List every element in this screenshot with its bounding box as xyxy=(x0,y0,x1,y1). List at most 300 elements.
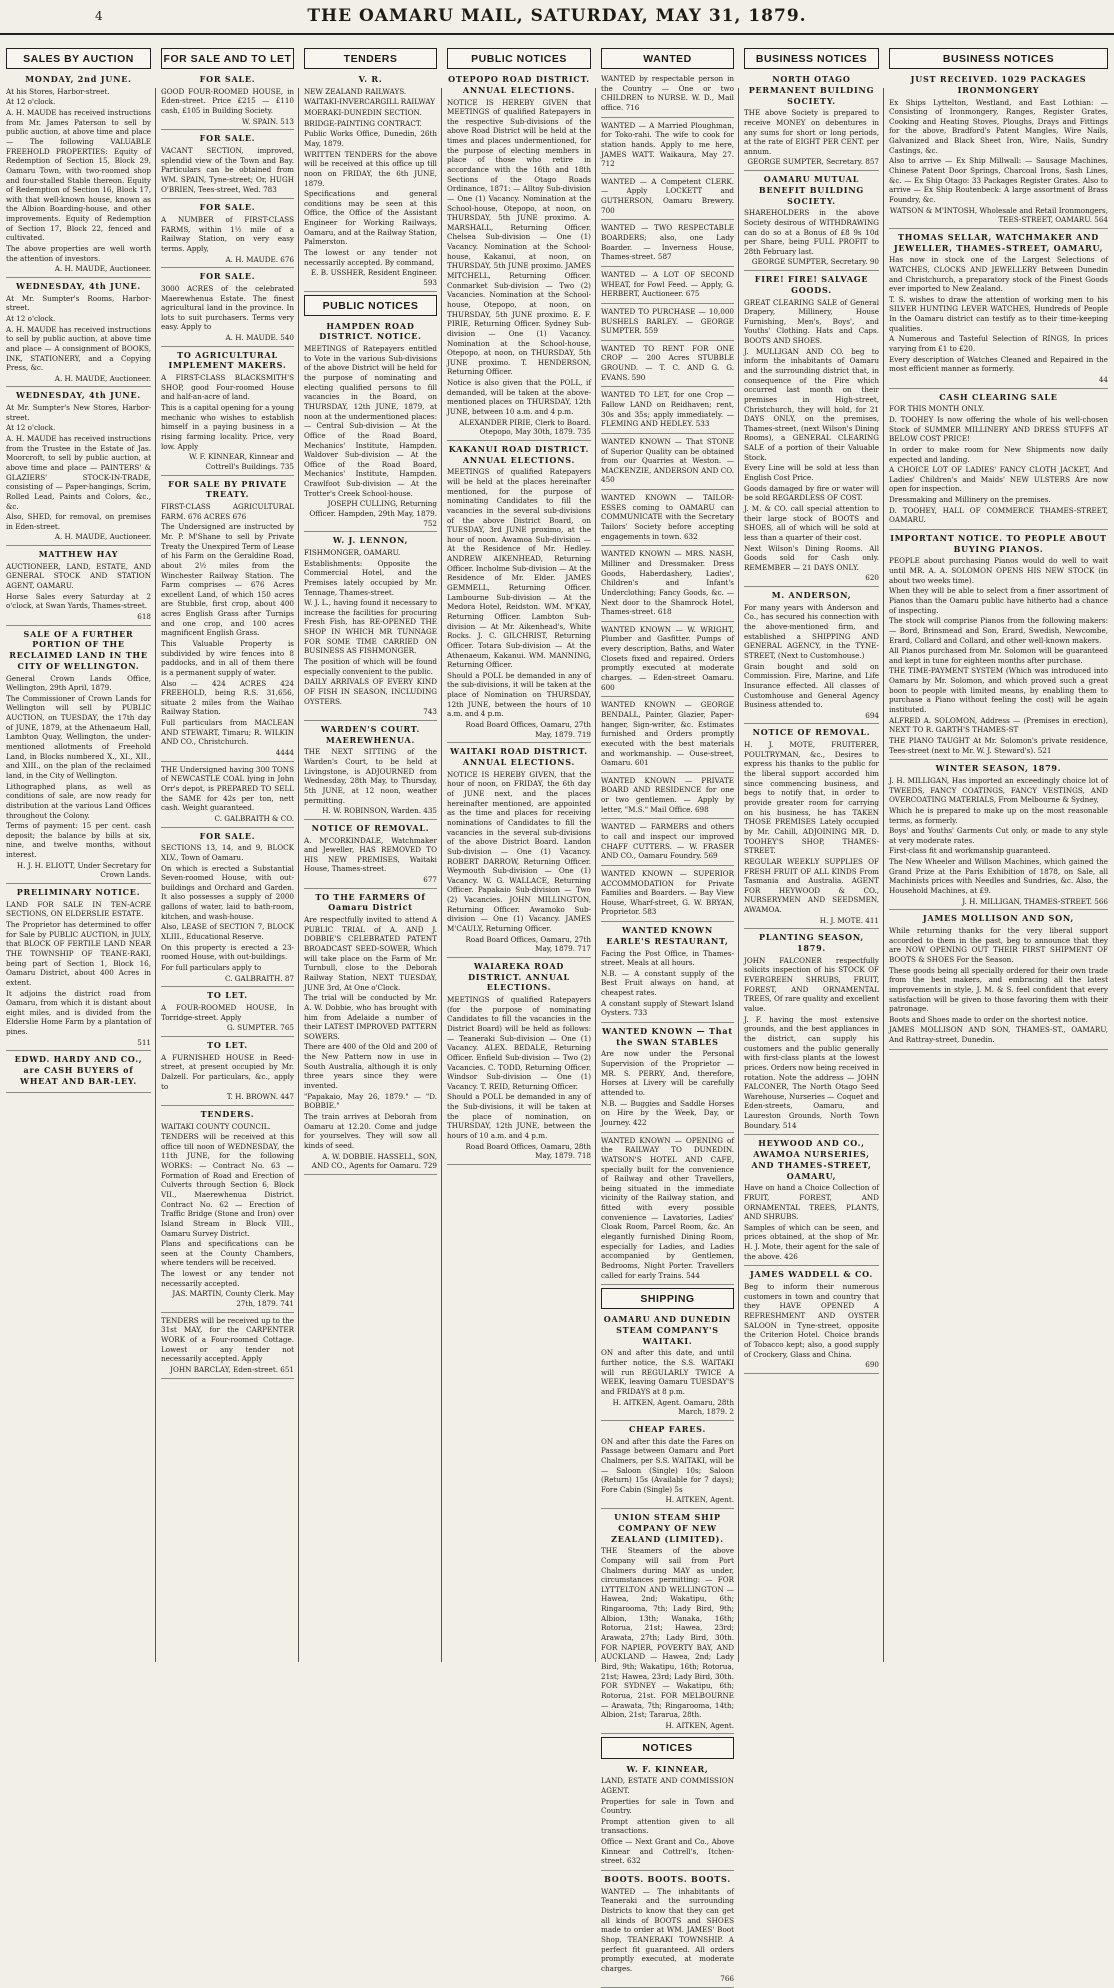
section-heading: WANTED xyxy=(601,48,734,69)
ad-text: J. F. having the most extensive grounds, and the best appliances in the district, can supply his customers and the public generally with first-class plants at the lowest prices. Orders now being received in rotation. Note the address — JOHN FALCONER, The North Otago Seed Warehouse, Nurseries — Coquet and Eden-streets, Oamaru, and Laureston Grounds, North Town Boundary. 514 xyxy=(744,1014,879,1130)
ad-text: BRIDGE-PAINTING CONTRACT. xyxy=(304,118,422,128)
ad-text: For many years with Anderson and Co., has secured his connection with the above-mentioned firm, and established a SHIPPING AND GENERAL AGENCY, in the TYNE-STREET, (Next to Customhouse.) xyxy=(744,602,879,660)
advertisement xyxy=(447,444,591,743)
advertisement xyxy=(744,1138,879,1266)
ad-signature: H. W. ROBINSON, Warden. 435 xyxy=(322,806,437,816)
ad-text: WANTED KNOWN — W. WRIGHT, Plumber and Gasfitter. Pumps of every description, Baths, and Water Closets fixed and repaired. Orders promptly executed at moderate charges. — Eden-street Oamaru. 600 xyxy=(601,624,734,692)
column-rule xyxy=(595,88,596,1662)
ad-signature: T. H. BROWN. 447 xyxy=(226,1092,294,1102)
ad-text: The Proprietor has determined to offer for Sale by PUBLIC AUCTION, in JULY, that BLOCK OF FERTILE LAND NEAR THE TOWNSHIP OF TEANE-RAKI, being part of Section 1, Block 16, Oamaru District, about 400 Acres in extent. xyxy=(6,920,151,987)
ad-signature: W. F. KINNEAR, Kinnear and Cottrell's Buildings. 735 xyxy=(188,452,294,471)
ad-signature: H. J. H. ELIOTT, Under Secretary for Crown Lands. xyxy=(16,860,151,880)
ad-title: W. J. LENNON, xyxy=(332,535,409,546)
ad-text: THE above Society is prepared to receive MONEY on debentures in any sums for short or long periods, at the rate of EIGHT PER CENT. per annum. xyxy=(744,108,879,156)
ad-text: Notice is also given that the POLL, if demanded, will be taken at the above-mentioned places on THURSDAY, 12th JUNE, between 10 a.m. and 4 p.m. xyxy=(447,378,591,416)
column-wanted xyxy=(597,48,738,1984)
section-heading: FOR SALE AND TO LET xyxy=(161,48,294,69)
ad-signature: WATSON & M'INTOSH, Wholesale and Retail Ironmongers, TEES-STREET, OAMARU. 564 xyxy=(889,205,1108,225)
ad-title: TO LET. xyxy=(207,990,248,1001)
advertisement xyxy=(601,1424,734,1509)
ad-title: WANTED KNOWN — That the SWAN STABLES xyxy=(602,1026,733,1047)
ad-text: The stock will comprise Pianos from the following makers: — Bord, Brinsmead and Son, Erard, Swedish, Newcombe, Erard, Collard and Collard, and other well-known makers. xyxy=(889,616,1108,645)
ad-title: TO THE FARMERS Of Oamaru District xyxy=(315,891,426,913)
column-content xyxy=(157,48,298,1379)
advertisement xyxy=(601,925,734,1023)
advertisement xyxy=(161,350,294,476)
ad-text: A. H. MAUDE has received instructions to sell by public auction, at above time and place — A consignment of BOOKS, INK, STATIONERY, and a Copying Press, &c. xyxy=(6,324,151,373)
ad-signature: H. AITKEN, Agent. Oamaru, 28th March, 1879. 2 xyxy=(612,1397,734,1417)
ad-text: Plans and specifications can be seen at the County Chambers, where tenders will be received. xyxy=(161,1239,294,1268)
newspaper-title: THE OAMARU MAIL, SATURDAY, MAY 31, 1879. xyxy=(307,6,807,26)
ad-text: J. H. MILLIGAN, Has imported an exceedingly choice lot of TWEEDS, FANCY COATINGS, FANCY VESTINGS, AND OVERCOATING MATERIALS, From Melbourne & Sydney, xyxy=(889,775,1108,805)
advertisement xyxy=(6,281,151,387)
ad-signature: 690 xyxy=(865,1360,879,1370)
advertisement xyxy=(601,869,734,922)
ad-title: MATTHEW HAY xyxy=(38,549,119,560)
ad-text: At Mr. Sumpter's New Stores, Harbor-street. xyxy=(6,403,151,422)
advertisement xyxy=(889,74,1108,229)
ad-text: A CHOICE LOT OF LADIES' FANCY CLOTH JACKET, And Ladies' Children's and Maids' NEW ULSTERS Are now open for inspection. xyxy=(889,465,1108,494)
ad-title: JUST RECEIVED. 1029 PACKAGES IRONMONGERY xyxy=(910,74,1087,95)
ad-text: AUCTIONEER, LAND, ESTATE, AND GENERAL STOCK AND STATION AGENT, OAMARU. xyxy=(6,561,151,591)
advertisement xyxy=(744,274,879,587)
ad-text: J. M. & CO. call special attention to their large stock of BOOTS and SHOES, all of which will be sold at less than a quarter of their cost. xyxy=(744,503,879,542)
column-for-sale-to-let xyxy=(157,48,298,1664)
ad-text: REGULAR WEEKLY SUPPLIES OF FRESH FRUIT OF ALL KINDS From Tasmania and Australia. AGENT FOR HEYWOOD & CO., NURSERYMEN AND SEEDSMEN, AWAMOA. xyxy=(744,856,879,915)
ad-text: WANTED KNOWN — SUPERIOR ACCOMMODATION for Private Families and Boarders. — Bay View House, Wharf-street, G. W. BRYAN, Proprietor. 583 xyxy=(601,868,734,917)
advertisement xyxy=(889,763,1108,910)
ad-text: THE TIME-PAYMENT SYSTEM (Which was introduced into Oamaru by Mr. Solomon, and which proved such a great boon to people with limited means, by enabling them to purchase a Piano without feeling the cost) will be again instituted. xyxy=(889,666,1108,715)
ad-text: Every description of Watches Cleaned and Repaired in the most efficient manner as formerly. xyxy=(889,354,1108,374)
column-rule xyxy=(155,88,156,1662)
ad-text: All Pianos purchased from Mr. Solomon will be guaranteed and kept in tune for eighteen months after purchase. xyxy=(889,646,1108,665)
ad-signature: 694 xyxy=(865,710,879,720)
ad-text: N.B. — A constant supply of the Best Fruit always on hand, at cheapest rates. xyxy=(601,968,734,998)
ad-text: WANTED KNOWN — TAILOR-ESSES coming to OAMARU can COMMUNICATE with the Secretary Tailors' Society before accepting engagements in town. 632 xyxy=(601,493,734,541)
ad-title: JAMES WADDELL & CO. xyxy=(749,1269,874,1280)
column-content xyxy=(300,48,441,1175)
ad-title: M. ANDERSON, xyxy=(771,590,852,601)
ad-signature: A. H. MAUDE. 540 xyxy=(225,333,294,343)
ad-text: A FURNISHED HOUSE in Reed-street, at present occupied by Mr. Dalzell. For particulars, &c., apply to xyxy=(161,1052,294,1091)
ad-signature: W. SPAIN. 513 xyxy=(242,116,294,126)
section-heading: TENDERS xyxy=(304,48,437,69)
ad-text: NOTICE IS HEREBY GIVEN, that the hour of noon, on FRIDAY, the 6th day of JUNE next, and the places hereinafter mentioned, are appointed as the time and places for receiving nominations of Candidates to fill the vacancies in the several sub-divisions of the above District Board. Landon Sub-division — One (1) Vacancy. ROBERT DARROW, Returning Officer. Weymouth Sub-division — One (1) Vacancy. W. G. WALLACE, Returning Officer. Papakaio Sub-division — Two (2) Vacancies. JOHN MILLINGTON, Returning Officer. Awamoko Sub-division — One (1) Vacancy. JAMES M'CAULY, Returning Officer. xyxy=(447,769,591,933)
ad-text: Establishments: Opposite the Commercial Hotel, and the Premises lately occupied by Mr. Tennage, Thames-street. xyxy=(304,558,437,597)
ad-text: WANTED KNOWN — MRS. NASH, Milliner and Dressmaker. Dress Goods, Haberdashery, Ladies', Children's and Infant's Underclothing; Fancy Goods, &c. — Next door to the Shamrock Hotel, Thames-street. 618 xyxy=(601,549,734,617)
ad-text: MEETINGS of qualified Ratepayers (for the purpose of nominating Candidates to fill the vacancies in the District Board) will be held as follows: — Teaneraki Sub-division — One (1) Vacancy. ALEX. BEDALE, Returning Officer. Enfield Sub-division — Two (2) Vacancies. C. TODD, Returning Officer. Windsor Sub-division — One (1) Vacancy. T. REID, Returning Officer. xyxy=(447,995,591,1091)
ad-text: Full particulars from MACLEAN AND STEWART, Timaru; R. WILKIN AND CO., Christchurch. xyxy=(161,718,294,747)
advertisement xyxy=(304,724,437,820)
column-rule xyxy=(298,88,299,1662)
ad-title: CHEAP FARES. xyxy=(628,1423,707,1434)
ad-signature: 618 xyxy=(137,612,151,622)
advertisement xyxy=(744,1269,879,1373)
ad-text: This Valuable Property is subdivided by wire fences into 8 paddocks, and in all of them there is a permanent supply of water. xyxy=(161,639,294,677)
ad-title: OAMARU MUTUAL BENEFIT BUILDING SOCIETY. xyxy=(758,174,865,206)
section-heading: PUBLIC NOTICES xyxy=(304,295,437,316)
advertisement xyxy=(889,392,1108,530)
ad-title: CASH CLEARING SALE xyxy=(939,391,1058,402)
column-rule xyxy=(738,88,739,1662)
ad-signature: G. SUMPTER. 765 xyxy=(227,1023,294,1033)
advertisement xyxy=(601,223,734,267)
ad-text: SHAREHOLDERS in the above Society desirous of WITHDRAWING can do so at a Bonus of £8 9s 10d per Share, being FULL PROFIT to 28th February last. xyxy=(744,208,879,256)
ad-title: FOR SALE. xyxy=(199,202,256,213)
ad-signature: H. J. MOTE. 411 xyxy=(819,915,879,925)
ad-text: A Numerous and Tasteful Selection of RINGS, In prices varying from £1 to £20. xyxy=(889,334,1108,354)
ad-title: NORTH OTAGO PERMANENT BUILDING SOCIETY. xyxy=(748,74,875,106)
advertisement xyxy=(601,74,734,118)
advertisement xyxy=(304,823,437,889)
section-heading: SALES BY AUCTION xyxy=(6,48,151,69)
ad-signature: C. GALBRAITH & CO. xyxy=(214,813,294,823)
ad-signature: 766 xyxy=(720,1974,734,1984)
advertisement xyxy=(744,727,879,929)
advertisement xyxy=(889,533,1108,760)
ad-text: Are respectfully invited to attend A PUBLIC TRIAL of A. AND J. DOBBIE'S CELEBRATED PATENT BROADCAST SEED-SOWER, Which will take place on the Farm of Mr. Turnbull, close to the Deborah Railway Station, NEXT TUESDAY, JUNE 3rd, At One o'Clock. xyxy=(304,915,437,992)
ad-text: Office — Next Grant and Co., Above Kinnear and Cottrell's, Itchen-street. 632 xyxy=(601,1837,734,1866)
ad-text: Samples of which can be seen, and prices obtained, at the shop of Mr. H. J. Mote, their agent for the sale of the above. 426 xyxy=(744,1222,879,1261)
ad-title: FOR SALE BY PRIVATE TREATY. xyxy=(168,478,287,500)
column-content xyxy=(885,48,1112,1050)
ad-text: WRITTEN TENDERS for the above will be received at this office up till noon on FRIDAY, the 6th JUNE, 1879. xyxy=(304,149,437,188)
advertisement xyxy=(161,1316,294,1379)
ad-title: SALE OF A FURTHER PORTION OF THE RECLAIMED LAND IN THE CITY OF WELLINGTON. xyxy=(9,628,148,671)
advertisement xyxy=(601,177,734,221)
ad-title: EDWD. HARDY AND CO., are CASH BUYERS of WHEAT AND BAR-LEY. xyxy=(14,1054,143,1086)
ad-text: ON and after this date the Fares on Passage between Oamaru and Port Chalmers, per S.S. WAITAKI, will be — Saloon (Single) 10s; Saloon (Return) 15s (Available for 7 days); Fore Cabin (Single) 5s xyxy=(601,1436,734,1494)
section-heading: BUSINESS NOTICES xyxy=(889,48,1108,69)
ad-text: The lowest or any tender not necessarily accepted. By command, xyxy=(304,248,437,267)
ad-text: THE Undersigned having 300 TONS of NEWCASTLE COAL lying in John Orr's depot, is PREPARED TO SELL the SAME for 42s per ton, nett cash. Weight guaranteed. xyxy=(161,764,294,813)
ad-text: J. MULLIGAN AND CO. beg to inform the inhabitants of Oamaru and the surrounding district that, in consequence of the Fire which occurred last month on their premises in High-street, Christchurch, they will hold, for 21 DAYS ONLY, on the premises, Thames-street, (next Wilson's Dining Rooms), a GENERAL CLEARING SALE of a portion of their Valuable Stock. xyxy=(744,346,879,462)
ad-text: First-class fit and workmanship guaranteed. xyxy=(889,846,1051,856)
ad-text: In order to make room for New Shipments now daily expected and landing. xyxy=(889,444,1108,464)
ad-signature: A. H. MAUDE, Auctioneer. xyxy=(54,264,151,274)
ad-signature: 44 xyxy=(1098,374,1108,384)
ad-title: FOR SALE. xyxy=(199,271,256,282)
advertisement xyxy=(447,961,591,1165)
ad-signature: J. H. MILLIGAN, THAMES-STREET. 566 xyxy=(962,896,1108,906)
advertisement xyxy=(601,1764,734,1871)
advertisement xyxy=(161,202,294,268)
section-heading: NOTICES xyxy=(601,1737,734,1758)
ad-signature: 4444 xyxy=(275,748,294,758)
advertisement xyxy=(744,74,879,171)
ad-signature: JAS. MARTIN, County Clerk. May 27th, 1879. 741 xyxy=(172,1289,294,1309)
ad-text: WANTED — FARMERS and others to call and inspect our improved CHAFF CUTTERS. — W. FRASER AND CO., Oamaru Foundry. 569 xyxy=(601,822,734,861)
advertisement xyxy=(601,437,734,490)
ad-title: V. R. xyxy=(358,74,383,85)
ad-text: 3000 ACRES of the celebrated Maerewhenua Estate. The finest agricultural land in the province. In lots to suit purchasers. Terms very easy. Apply to xyxy=(161,283,294,332)
ad-text: Also, SHED, for removal, on premises in Eden-street. xyxy=(6,512,151,531)
ad-title: IMPORTANT NOTICE. TO PEOPLE ABOUT BUYING PIANOS. xyxy=(890,533,1107,554)
column-rule xyxy=(441,88,442,1662)
ad-signature: 620 xyxy=(865,573,879,583)
ad-text: DAILY ARRIVALS OF EVERY KIND OF FISH IN SEASON, INCLUDING OYSTERS. xyxy=(304,677,437,706)
ad-text: WANTED — A LOT OF SECOND WHEAT, for Fowl Feed. — Apply, G. HERBERT, Auctioneer. 675 xyxy=(601,269,734,299)
advertisement xyxy=(161,479,294,762)
ad-title: OTEPOPO ROAD DISTRICT. ANNUAL ELECTIONS. xyxy=(448,74,590,95)
ad-title: TO AGRICULTURAL IMPLEMENT MAKERS. xyxy=(168,349,287,371)
ad-text: The Undersigned are instructed by Mr. P. M'Shane to sell by Private Treaty the Unexpired Term of Lease of his Farm on the Geraldine Road, about 2½ miles from the Winchester Railway Station. The Farm comprises — 676 Acres excellent Land, of which 150 acres are Stubble, first crop, about 400 acres English Grass after Turnips and one crop, and 100 acres magnificent English Grass. xyxy=(161,522,294,638)
advertisement xyxy=(601,822,734,866)
column-rule xyxy=(883,88,884,1662)
ad-text: General Crown Lands Office, Wellington, 29th April, 1879. xyxy=(6,673,151,693)
ad-text: WANTED by respectable person in the Country — One or two CHILDREN to NURSE. W. D., Mail office. 716 xyxy=(601,74,734,112)
ad-text: At his Stores, Harbor-street. xyxy=(6,86,110,96)
column-tenders xyxy=(300,48,441,1664)
ad-text: On this property is erected a 23-roomed House, with out-buildings. xyxy=(161,942,294,962)
advertisement xyxy=(161,1109,294,1313)
ad-signature: GEORGE SUMPTER, Secretary. 857 xyxy=(747,157,879,167)
advertisement xyxy=(161,990,294,1037)
advertisement xyxy=(161,271,294,347)
ad-signature: E. B. USSHER, Resident Engineer. 593 xyxy=(310,268,437,287)
ad-text: Dressmaking and Millinery on the premises. xyxy=(889,495,1051,505)
ad-text: JAMES MOLLISON AND SON, THAMES-ST., OAMARU, And Rattray-street, Dunedin. xyxy=(889,1025,1108,1045)
advertisement xyxy=(889,913,1108,1049)
ad-text: Beg to inform their numerous customers in town and country that they HAVE OPENED A REFRESHMENT AND OYSTER SALOON in Tyne-street, opposite the Criterion Hotel. Choice brands of Tobacco kept; also, a good supply of Crockery, Glass and China. xyxy=(744,1282,879,1359)
ad-text: Should a POLL be demanded in any of the Sub-divisions, it will be taken at the place of nomination, on THURSDAY, 12th JUNE, between the hours of 10 a.m. and 4 p.m. xyxy=(447,1092,591,1141)
ad-text: The lowest or any tender not necessarily accepted. xyxy=(161,1269,294,1288)
ad-text: A NUMBER of FIRST-CLASS FARMS, within 1½ mile of a Railway Station, on very easy terms. Apply, xyxy=(161,214,294,253)
advertisement xyxy=(304,321,437,533)
ad-title: TENDERS. xyxy=(200,1108,255,1119)
advertisement xyxy=(161,765,294,828)
ad-signature: H. AITKEN, Agent. xyxy=(665,1495,734,1505)
ad-text: SECTIONS 13, 14, and 9, BLOCK XLV., Town of Oamaru. xyxy=(161,843,294,862)
advertisement xyxy=(6,74,151,278)
section-heading: BUSINESS NOTICES xyxy=(744,48,879,69)
ad-text: THE NEXT SITTING of the Warden's Court, to be held at Livingstone, is ADJOURNED from Wednesday, 28th May, to Thursday, 5th JUNE, at 12 noon, weather permitting. xyxy=(304,747,437,805)
ad-text: Goods damaged by fire or water will be sold REGARDLESS OF COST. xyxy=(744,483,879,503)
ad-text: WANTED KNOWN — That STONE of Superior Quality can be obtained from our Quarries at Weston. — MACKENZIE, ANDERSON AND CO. 450 xyxy=(601,436,734,485)
advertisement xyxy=(601,549,734,621)
advertisement xyxy=(161,1040,294,1106)
ad-text: These goods being all specially ordered for their own trade from the best makers, and embracing all the latest improvements in style, J. M. & S. feel confident that every satisfaction will be given to those favoring them with their patronage. xyxy=(889,965,1108,1014)
advertisement xyxy=(304,535,437,721)
advertisement xyxy=(447,746,591,958)
ad-text: Every Line will be sold at less than English Cost Price. xyxy=(744,463,879,483)
section-heading: SHIPPING xyxy=(601,1288,734,1309)
ad-text: The position of which will be found especially convenient to the public. xyxy=(304,657,437,676)
ad-text: LAND, ESTATE AND COMMISSION AGENT. xyxy=(601,1776,734,1795)
ad-title: WAITAKI ROAD DISTRICT. ANNUAL ELECTIONS. xyxy=(450,746,588,768)
ad-text: WANTED TO PURCHASE — 10,000 BUSHELS BARLEY. — GEORGE SUMPTER. 559 xyxy=(601,306,734,336)
column-business-notices-2 xyxy=(885,48,1112,1664)
advertisement xyxy=(304,892,437,1175)
ad-text: A FIRST-CLASS BLACKSMITH'S SHOP, good Four-roomed House and half-an-acre of land. xyxy=(161,373,294,402)
advertisement xyxy=(601,625,734,697)
ad-text: ON and after this date, and until further notice, the S.S. WAITAKI will run REGULARLY TWICE A WEEK, leaving Oamaru TUESDAY'S and FRIDAYS at 8 p.m. xyxy=(601,1348,734,1396)
ad-text: JOHN FALCONER respectfully solicits inspection of his STOCK OF EVERGREEN SHRUBS, FRUIT, FOREST, AND ORNAMENTAL TREES, Of rare quality and excellent value. xyxy=(744,955,879,1014)
advertisement xyxy=(601,776,734,820)
ad-title: THOMAS SELLAR, WATCHMAKER AND JEWELLER, THAMES-STREET, OAMARU, xyxy=(893,231,1104,253)
ad-text: Has now in stock one of the Largest Selections of WATCHES, CLOCKS AND JEWELLERY Between Dunedin and Christchurch, a preparatory stock of the Finest Goods ever imported to New Zealand. xyxy=(889,255,1108,294)
ad-title: WEDNESDAY, 4th JUNE. xyxy=(15,280,142,291)
ad-text: Also — 424 ACRES 424 FREEHOLD, being R.S. 31,656, situate 2 miles from the Waihao Railway Station. xyxy=(161,678,294,717)
ad-text: For full particulars apply to xyxy=(161,962,262,972)
ad-title: NOTICE OF REMOVAL. xyxy=(311,822,430,833)
ad-text: This is a capital opening for a young mechanic who wishes to establish himself in a paying business in a rising farming locality. Price, very low. Apply xyxy=(161,403,294,451)
ad-text: A. H. MAUDE has received instructions from Mr. James Paterson to sell by public auction, at above time and place — The following VALUABLE FREEHOLD PROPERTIES: Equity of Redemption of Section 15, Block 29, Oamaru Town, with two-roomed shop and four-stalled Stable thereon. Equity of Redemption of Section 16, Block 17, with that well-known house, known as the Albion Boarding-house, and other improvements. Equity of Redemption of Section 17, Block 22, fenced and cultivated. xyxy=(6,108,151,243)
ad-text: THE PIANO TAUGHT At Mr. Solomon's private residence, Tees-street (next to Mr. W. J. Steward's). 521 xyxy=(889,735,1108,755)
ad-text: Boys' and Youths' Garments Cut only, or made to any style at very moderate rates. xyxy=(889,826,1108,845)
ad-text: The above properties are well worth the attention of investors. xyxy=(6,244,151,263)
ad-text: NOTICE IS HEREBY GIVEN that MEETINGS of qualified Ratepayers in the respective Sub-divisions of the above Road District will be held at the times and places undermentioned, for the purpose of electing members in place of those who retire in accordance with the 16th and 18th Sections of the Otago Roads Ordinance, 1871: — Alltoy Sub-division — One (1) Vacancy. Nomination at the School-house, Otepopo, at noon, on THURSDAY, 5th JUNE proximo. A. MARSHALL, Returning Officer. Chelsea Sub-division — One (1) Vacancy. Nomination at the School-house, Kakanui, at noon, on THURSDAY, 5th JUNE proximo. JAMES MITCHELL, Returning Officer. Conmarket Sub-division — Two (2) Vacancies. Nomination at the School-house, Otepopo, at noon, on THURSDAY, 5th JUNE proximo. E. F. PIRIE, Returning Officer. Sydney Sub-division — One (1) Vacancy. Nomination at the School-house, Otepopo, at noon, on THURSDAY, 5th JUNE proximo. T. HENDERSON, Returning Officer. xyxy=(447,97,591,377)
advertisement xyxy=(601,700,734,772)
ad-text: TENDERS will be received at this office till noon of WEDNESDAY, the 11th JUNE, for the following WORKS: — Contract No. 63 — Formation of Road and Erection of Culverts through Section 6, Block VII., Maerewhenua District. Contract No. 62 — Erection of Traffic Bridge (Stone and Iron) over Island Stream in Block VIII., Oamaru Survey District. xyxy=(161,1132,294,1238)
advertisement xyxy=(601,344,734,388)
ad-signature: JOHN BARCLAY, Eden-street. 651 xyxy=(170,1364,294,1374)
ad-text: MOERAKI-DUNEDIN SECTION. xyxy=(304,108,422,118)
ad-text: WANTED KNOWN — PRIVATE BOARD AND RESIDENCE for one or two gentlemen. — Apply by letter, "M.S." Mail Office. 698 xyxy=(601,775,734,814)
ad-title: OAMARU AND DUNEDIN STEAM COMPANY'S WAITAKI. xyxy=(603,1314,732,1346)
advertisement xyxy=(6,549,151,626)
advertisement xyxy=(6,629,151,884)
ad-text: Lithographed plans, as well as conditions of sale, are now ready for distribution at the various Land Offices throughout the Colony. xyxy=(6,781,151,820)
ad-text: FOR THIS MONTH ONLY. xyxy=(889,404,985,414)
ad-text: Next Wilson's Dining Rooms. All Goods sold for Cash only. REMEMBER — 21 DAYS ONLY. xyxy=(744,543,879,572)
page-number: 4 xyxy=(95,9,103,23)
ad-text: The train arrives at Deborah from Oamaru at 12.20. Come and judge for yourselves. They will sow all kinds of seed. xyxy=(304,1111,437,1150)
ad-text: WANTED KNOWN — OPENING of the RAILWAY TO DUNEDIN. WATSON'S HOTEL AND CAFE, specially built for the convenience of Railway and other Travellers, being situated in the immediate vicinity of the Railway station, and fitted with every possible convenience — Lavatories, Ladies' Cloak Room, Parcel Room, &c. An elegantly furnished Dining Room, especially for Ladies, and Ladies accompanied by Gentlemen, Bedrooms, Night Porter. Travellers called for early Trains. 544 xyxy=(601,1135,734,1280)
ad-title: WINTER SEASON, 1879. xyxy=(935,763,1062,774)
ad-text: The trial will be conducted by Mr. A. W. Dobbie, who has brought with him from Adelaide a number of their LATEST IMPROVED PATTERN SOWERS. xyxy=(304,993,437,1041)
ad-text: NEW ZEALAND RAILWAYS. xyxy=(304,86,407,96)
ad-text: At 12 o'clock. xyxy=(6,97,56,107)
column-content xyxy=(597,48,738,1988)
advertisement xyxy=(6,390,151,546)
ad-text: D. TOOHEY, HALL OF COMMERCE THAMES-STREET, OAMARU. xyxy=(889,505,1108,525)
ad-signature: Road Board Offices, Oamaru, 27th May, 1879. 717 xyxy=(465,934,591,954)
ad-text: WANTED TO RENT FOR ONE CROP — 200 Acres STUBBLE GROUND. — T. C. AND G. G. EVANS. 590 xyxy=(601,343,734,382)
ad-title: HEYWOOD AND CO., AWAMOA NURSERIES, AND THAMES-STREET, OAMARU, xyxy=(751,1138,872,1181)
ad-title: FOR SALE. xyxy=(199,133,256,144)
ad-text: FIRST-CLASS AGRICULTURAL FARM. 676 ACRES 676 xyxy=(161,502,294,521)
ad-text: At 12 o'clock. xyxy=(6,423,56,433)
ad-text: LAND FOR SALE IN TEN-ACRE SECTIONS, ON ELDERSLIE ESTATE. xyxy=(6,899,151,919)
ad-signature: Road Board Offices, Oamaru, 28th May, 1879. 718 xyxy=(465,1141,591,1161)
ad-text: GOOD FOUR-ROOMED HOUSE, in Eden-street. Price £215 — £110 cash, £105 in Building Society. xyxy=(161,86,294,116)
ad-text: MEETINGS of Ratepayers entitled to Vote in the various Sub-divisions of the above District will be held for the purpose of nominating and electing qualified persons to fill vacancies in the Board, on THURSDAY, 12th JUNE, 1879, at noon at the undermentioned places: — Central Sub-division — At the Office of the Road Board, Mechanics' Institute, Hampden. Waldover Sub-division — At the Office of the Road Board, Mechanics' Institute, Hampden. Crawlfoot Sub-division — At the Trotter's Creek School-house. xyxy=(304,344,437,498)
ad-text: While returning thanks for the very liberal support accorded to them in the past, beg to announce that they are NOW OPENING OUT THEIR FIRST SHIPMENT OF BOOTS & SHOES For the Season. xyxy=(889,926,1108,964)
ad-text: It adjoins the district road from Oamaru, from which it is distant about eight miles, and is divided from the Elderslie Home Farm by a plantation of pines. xyxy=(6,988,151,1037)
advertisement xyxy=(601,1512,734,1734)
ad-signature: A. H. MAUDE. 676 xyxy=(225,254,294,264)
column-content xyxy=(740,48,883,1374)
ad-title: BOOTS. BOOTS. BOOTS. xyxy=(604,1873,731,1884)
ad-signature: H. AITKEN, Agent. xyxy=(665,1720,734,1730)
ad-title: NOTICE OF REMOVAL. xyxy=(752,727,871,738)
ad-signature: Road Board Offices, Oamaru, 27th May, 1879. 719 xyxy=(465,720,591,739)
ad-text: GREAT CLEARING SALE of General Drapery, Millinery, House Furnishing, Men's, Boys', and Youths' Clothing. Hats and Caps. BOOTS AND SHOES. xyxy=(744,297,879,346)
ad-signature: A. W. DOBBIE. HASSELL, SON, AND CO., Agents for Oamaru. 729 xyxy=(311,1151,437,1171)
ad-text: THE Steamers of the above Company will sail from Port Chalmers during MAY as under, circumstances permitting: — FOR LYTTELTON AND WELLINGTON — Hawea, 2nd; Wakatipu, 6th; Ringarooma, 7th; Lady Bird, 9th; Albion, 13th; Wanaka, 16th; Rotorua, 21st; Hawea, 23rd; Arawata, 27th; Lady Bird, 30th. FOR NAPIER, POVERTY BAY, AND AUCKLAND — Hawea, 2nd; Lady Bird, 9th; Wakatipu, 16th; Rotorua, 21st; Hawea, 23rd; Lady Bird, 30th. FOR SYDNEY — Wakatipu, 6th; Rotorua, 21st. FOR MELBOURNE — Arawata, 7th; Ringarooma, 14th; Albion, 21st; Tararua, 28th. xyxy=(601,1546,734,1720)
advertisement xyxy=(161,831,294,988)
column-content xyxy=(443,48,595,1165)
ad-title: WAIAREKA ROAD DISTRICT. ANNUAL ELECTIONS. xyxy=(468,960,570,993)
advertisement xyxy=(744,932,879,1135)
ad-text: VACANT SECTION, improved, splendid view of the Town and Bay. Particulars can be obtained from WM. SPAIN, Tyne-street; Or, HUGH O'BRIEN, Tees-street, Wed. 783 xyxy=(161,146,294,194)
ad-text: WAITAKI-INVERCARGILL RAILWAY xyxy=(304,97,436,107)
advertisement xyxy=(601,121,734,174)
advertisement xyxy=(744,590,879,724)
masthead-rule xyxy=(0,33,1114,35)
ad-text: Facing the Post Office, in Thames-street. Meals at all hours. xyxy=(601,948,734,968)
page-columns xyxy=(0,40,1114,1984)
ad-text: "Papakaio, May 26, 1879." — "D. BOBBIE." xyxy=(304,1091,437,1111)
ad-title: JAMES MOLLISON AND SON, xyxy=(922,913,1075,924)
column-business-notices-1 xyxy=(740,48,883,1664)
ad-text: Are now under the Personal Supervision of the Proprietor — MR. S. PERRY, And, therefore, Horses at Livery will be carefully attended to. xyxy=(601,1049,734,1098)
ad-title: TO LET. xyxy=(207,1039,248,1050)
advertisement xyxy=(601,1026,734,1133)
section-heading: PUBLIC NOTICES xyxy=(447,48,591,69)
ad-text: T. S. wishes to draw the attention of working men to his SILVER HUNTING LEVER WATCHES, Hundreds of People In the Oamaru district can testify as to their time-keeping qualities. xyxy=(889,294,1108,333)
ad-text: Have on hand a Choice Collection of FRUIT, FOREST, AND ORNAMENTAL TREES, PLANTS, AND SHRUBS. xyxy=(744,1183,879,1222)
ad-title: WEDNESDAY, 4th JUNE. xyxy=(15,390,142,401)
ad-signature: A. H. MAUDE, Auctioneer. xyxy=(54,373,151,383)
ad-signature: 743 xyxy=(423,707,437,717)
advertisement xyxy=(889,232,1108,389)
ad-text: PEOPLE about purchasing Pianos would do well to wait until MR. A. A. SOLOMON OPENS HIS NEW STOCK (in about two weeks time). xyxy=(889,556,1108,585)
ad-text: W. J. L., having found it necessary to increase the facilities for procuring Fresh Fish, has RE-OPENED THE SHOP IN WHICH MR TUNNAGE FOR SOME TIME CARRIED ON BUSINESS AS FISHMONGER. xyxy=(304,598,437,656)
ad-text: A constant supply of Stewart Island Oysters. 733 xyxy=(601,998,734,1018)
ad-title: WARDEN'S COURT. MAEREWHENUA. xyxy=(320,723,421,745)
ad-text: At Mr. Sumpter's Rooms, Harbor-street. xyxy=(6,293,151,313)
advertisement xyxy=(447,74,591,441)
advertisement xyxy=(161,133,294,199)
ad-signature: 677 xyxy=(423,875,437,885)
ad-text: WANTED — A Competent CLERK. — Apply LOCKETT and GUTHERSON, Oamaru Brewery. 700 xyxy=(601,176,734,215)
advertisement xyxy=(304,74,437,292)
advertisement xyxy=(601,1314,734,1421)
ad-signature: ALEXANDER PIRIE, Clerk to Board. Otepopo, May 30th, 1879. 735 xyxy=(459,417,591,437)
ad-text: Horse Sales every Saturday at 2 o'clock, at Swan Yards, Thames-street. xyxy=(6,591,151,611)
ad-text: A. H. MAUDE has received instructions from the Trustee in the Estate of Jas. Moorcroft, to sell by public auction, at above time and place — PAINTERS' & GLAZIERS' STOCK-IN-TRADE, consisting of — Paper-hangings, Scrim, Rolled Lead, Paints and Colors, &c., &c. xyxy=(6,434,151,511)
ad-text: Ex Ships Lyttelton, Westland, and East Lothian: — Consisting of Ironmongery, Ranges, Register Grates, Cooking and Heating Stoves, Ploughs, Drays and Fittings for the above, Bradford's Patent Mangles, Wire Nails, Galvanized and Black Sheet Iron, Wire, Nails, Sundry Castings, &c. xyxy=(889,97,1108,155)
ad-title: WANTED KNOWN EARLE'S RESTAURANT, xyxy=(606,925,729,946)
column-sales-by-auction xyxy=(2,48,155,1664)
ad-text: At 12 o'clock. xyxy=(6,313,56,323)
ad-text: WAITAKI COUNTY COUNCIL. xyxy=(161,1121,271,1131)
ad-text: A. M'CORKINDALE, Watchmaker and Jeweller, HAS REMOVED TO HIS NEW PREMISES, Waitaki House, Thames-street. xyxy=(304,835,437,874)
ad-text: Public Works Office, Dunedin, 26th May, 1879. xyxy=(304,129,437,148)
ad-title: FOR SALE. xyxy=(199,830,256,841)
ad-text: TENDERS will be received up to the 31st MAY, for the CARPENTER WORK of a Four-roomed Cottage. Lowest or any tender not necessarily accepted. Apply xyxy=(161,1315,294,1364)
ad-text: Terms of payment: 15 per cent. cash deposit; the balance by bills at six, nine, and twelve months, without interest. xyxy=(6,821,151,860)
advertisement xyxy=(6,887,151,1051)
ad-signature: A. H. MAUDE, Auctioneer. xyxy=(54,532,151,542)
ad-text: Also to arrive — Ex Ship Millwall: — Sausage Machines, Chinese Patent Door Springs, Charcoal Irons, Sash Lines, &c. — Ex Ship Otago: 33 Packages Register Grates. Also to arrive — Ex Ship Routenbeck: A large assortment of Brass Foundry, &c. xyxy=(889,156,1108,204)
ad-title: UNION STEAM SHIP COMPANY OF NEW ZEALAND (LIMITED). xyxy=(611,1512,724,1544)
ad-text: N.B. — Buggies and Saddle Horses on Hire by the Week, Day, or Journey. 422 xyxy=(601,1098,734,1127)
ad-text: WANTED KNOWN — GEORGE BENDALL, Painter, Glazier, Paper-hanger, Sign-writer, &c. Estimates furnished and Orders promptly executed with the best materials and workmanship. — Ouse-street, Oamaru. 601 xyxy=(601,700,734,768)
ad-title: MONDAY, 2nd JUNE. xyxy=(25,74,132,85)
advertisement xyxy=(601,1874,734,1988)
ad-text: Specifications and general conditions may be seen at this Office, the Office of the Assistant Engineer for Working Railways, Oamaru, and at the Railway Station, Palmerston. xyxy=(304,189,437,247)
advertisement xyxy=(601,1136,734,1286)
advertisement xyxy=(601,493,734,546)
ad-text: WANTED — A Married Ploughman, for Toko-rahi. The wife to cook for station hands. Apply to me here, JAMES WATT. Waikaura, May 27. 712 xyxy=(601,120,734,169)
ad-text: WANTED TO LET, for one Crop — Fallow LAND on Reidhaven; rent, 30s and 35s; apply immediately. — FLEMING AND HEDLEY. 533 xyxy=(601,390,734,429)
ad-signature: 511 xyxy=(137,1037,151,1047)
ad-title: FIRE! FIRE! SALVAGE GOODS. xyxy=(754,274,869,295)
ad-title: PRELIMINARY NOTICE. xyxy=(16,887,141,898)
